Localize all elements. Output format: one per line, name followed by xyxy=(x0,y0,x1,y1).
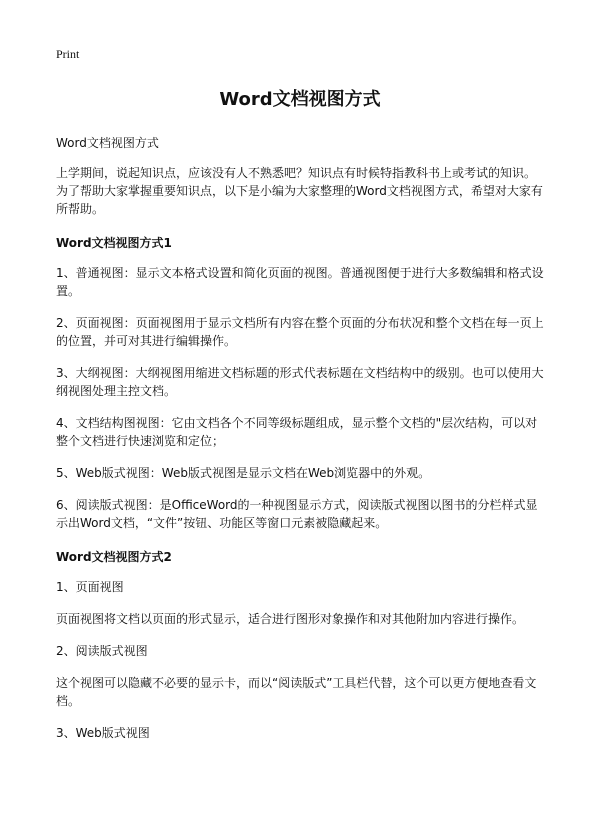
print-label: Print xyxy=(56,47,80,61)
section-2-heading: Word文档视图方式2 xyxy=(56,550,172,564)
section-1-item-page-view: 2、页面视图：页面视图用于显示文档所有内容在整个页面的分布状况和整个文档在每一页上的位置，并可对其进行编辑操作。 xyxy=(56,316,544,348)
section-2-item-page-view-desc: 页面视图将文档以页面的形式显示，适合进行图形对象操作和对其他附加内容进行操作。 xyxy=(56,612,525,626)
section-1-item-reading-layout-view: 6、阅读版式视图：是OfficeWord的一种视图显示方式，阅读版式视图以图书的分栏样式显示出Word文档，“文件”按钮、功能区等窗口元素被隐藏起来。 xyxy=(56,498,538,530)
section-1-item-outline-view: 3、大纲视图：大纲视图用缩进文档标题的形式代表标题在文档结构中的级别。也可以使用大纲视图处理主控文档。 xyxy=(56,366,544,398)
document-title: Word文档视图方式 xyxy=(219,89,381,110)
document-subtitle: Word文档视图方式 xyxy=(56,136,159,150)
section-2-item-page-view-title: 1、页面视图 xyxy=(56,580,124,594)
section-1-item-document-map-view: 4、文档结构图视图：它由文档各个不同等级标题组成，显示整个文档的"层次结构，可以对整个文档进行快速浏览和定位； xyxy=(56,416,538,448)
section-2-item-reading-view-title: 2、阅读版式视图 xyxy=(56,644,148,658)
section-1-item-normal-view: 1、普通视图：显示文本格式设置和简化页面的视图。普通视图便于进行大多数编辑和格式设置。 xyxy=(56,266,544,298)
section-1-item-web-layout-view: 5、Web版式视图：Web版式视图是显示文档在Web浏览器中的外观。 xyxy=(56,466,431,480)
section-2-item-reading-view-desc: 这个视图可以隐藏不必要的显示卡，而以“阅读版式”工具栏代替，这个可以更方便地查看文档。 xyxy=(56,676,537,708)
intro-paragraph: 上学期间，说起知识点，应该没有人不熟悉吧？知识点有时候特指教科书上或考试的知识。为了帮助大家掌握重要知识点，以下是小编为大家整理的Word文档视图方式，希望对大家有所帮助。 xyxy=(56,166,543,216)
section-2-item-web-view-title: 3、Web版式视图 xyxy=(56,726,150,740)
section-1-heading: Word文档视图方式1 xyxy=(56,236,172,250)
